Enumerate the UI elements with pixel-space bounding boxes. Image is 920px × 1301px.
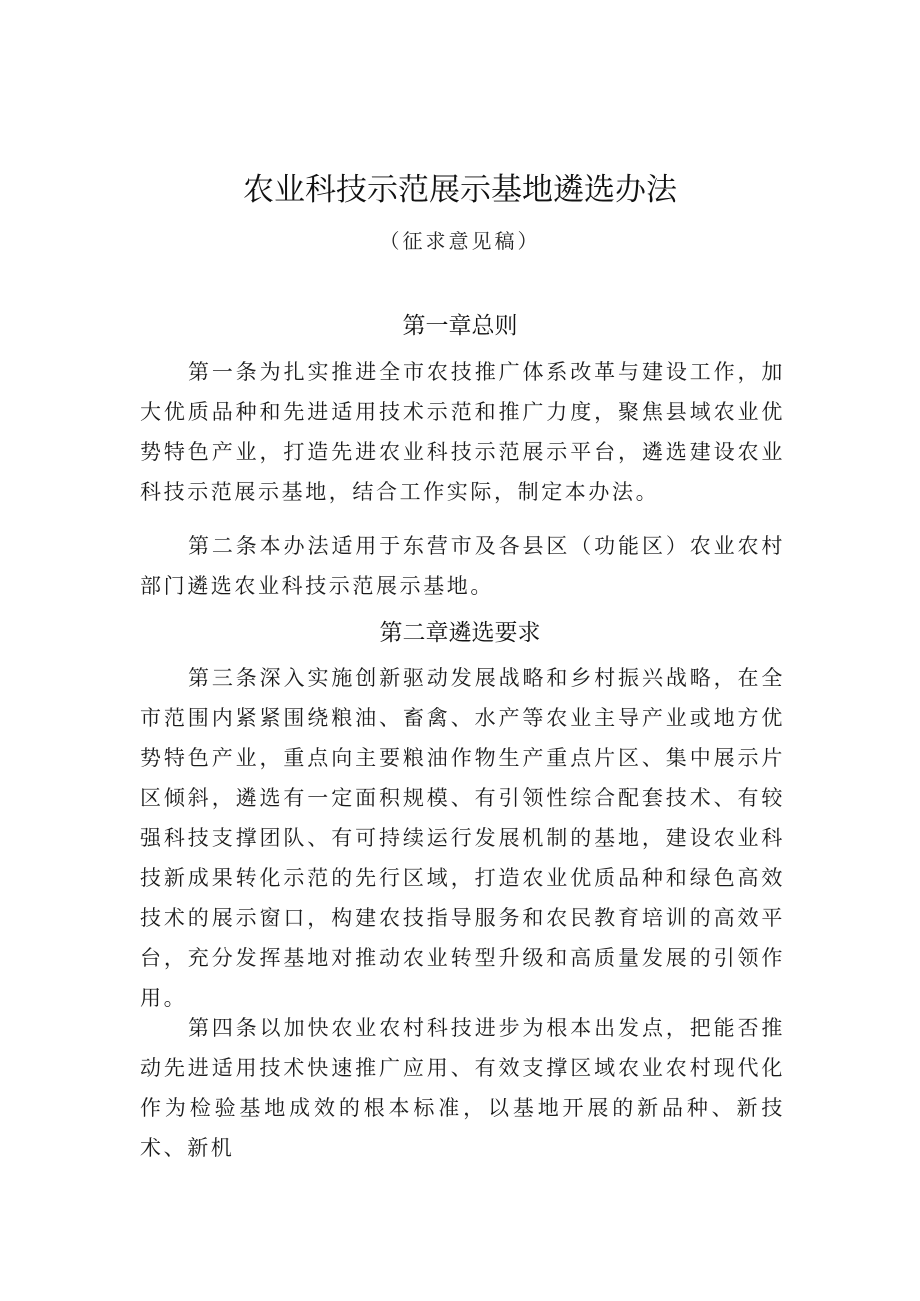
document-subtitle: （征求意见稿） [379, 229, 541, 253]
chapter-heading-1: 第一章总则 [402, 313, 518, 339]
article-1: 第一条为扎实推进全市农技推广体系改革与建设工作，加大优质品种和先进适用技术示范和推广力度，聚焦县域农业优势特色产业，打造先进农业科技示范展示平台，遴选建设农业科技示范展示基地，结合工作实际，制定本办法。 [140, 360, 785, 504]
article-4: 第四条以加快农业农村科技进步为根本出发点，把能否推动先进适用技术快速推广应用、有效支撑区域农业农村现代化作为检验基地成效的根本标准，以基地开展的新品种、新技术、新机 [140, 1016, 785, 1160]
article-2: 第二条本办法适用于东营市及各县区（功能区）农业农村部门遴选农业科技示范展示基地。 [140, 534, 785, 598]
chapter-heading-2: 第二章遴选要求 [379, 620, 541, 646]
article-3: 第三条深入实施创新驱动发展战略和乡村振兴战略，在全市范围内紧紧围绕粮油、畜禽、水产等农业主导产业或地方优势特色产业，重点向主要粮油作物生产重点片区、集中展示片区倾斜，遴选有一定面积规模、有引领性综合配套技术、有较强科技支撑团队、有可持续运行发展机制的基地，建设农业科技新成果转化示范的先行区域，打造农业优质品种和绿色高效技术的展示窗口，构建农技指导服务和农民教育培训的高效平台，充分发挥基地对推动农业转型升级和高质量发展的引领作用。 [140, 666, 785, 1010]
document-title: 农业科技示范展示基地遴选办法 [243, 172, 677, 208]
